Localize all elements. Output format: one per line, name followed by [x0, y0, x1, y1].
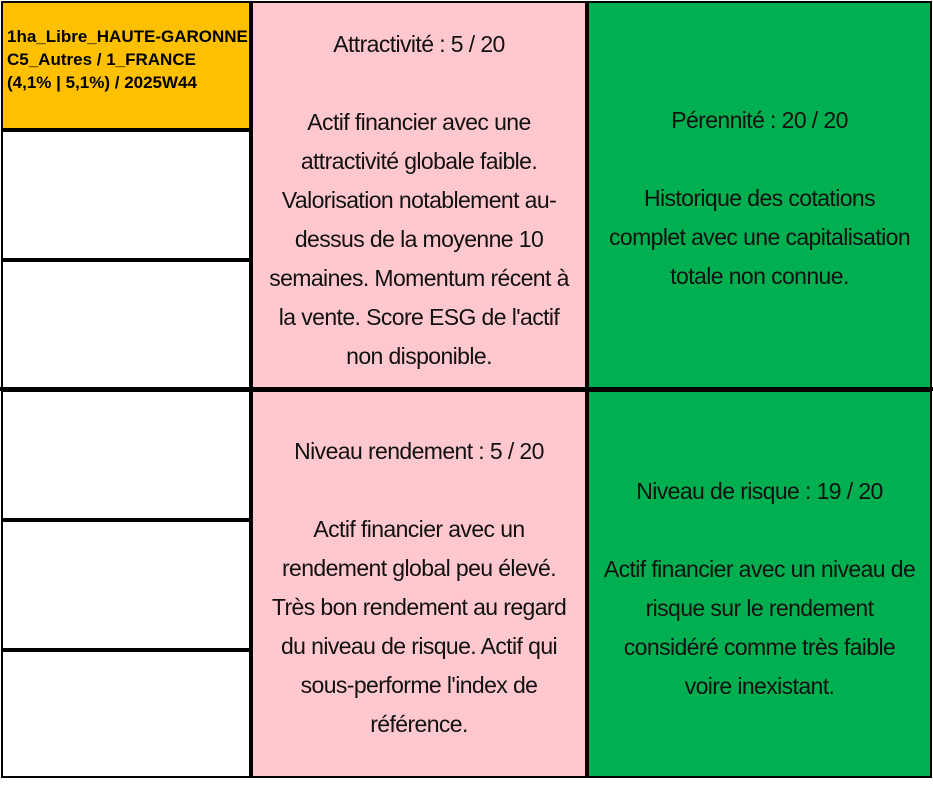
perennite-line: totale non connue.	[670, 263, 849, 289]
perennite-title: Pérennité : 20 / 20	[671, 107, 848, 133]
risque-title: Niveau de risque : 19 / 20	[636, 478, 883, 504]
rendement-line: référence.	[370, 711, 468, 737]
attractivite-title: Attractivité : 5 / 20	[333, 31, 505, 57]
attractivite-line: semaines. Momentum récent à	[269, 265, 569, 291]
empty-cell	[1, 390, 251, 520]
risque-box	[587, 390, 932, 778]
asset-category: C5_Autres / 1_FRANCE	[7, 50, 196, 69]
perennite-box	[587, 1, 932, 389]
risque-line: considéré comme très faible	[623, 634, 896, 660]
attractivite-line: non disponible.	[346, 343, 492, 369]
empty-cell	[1, 650, 251, 778]
rendement-line: rendement global peu élevé.	[281, 555, 557, 581]
rendement-text	[253, 432, 585, 744]
empty-cell	[1, 520, 251, 650]
rendement-line: Actif financier avec un	[313, 516, 525, 542]
attractivite-line: la vente. Score ESG de l'actif	[278, 304, 560, 330]
perennite-line: complet avec une capitalisation	[608, 224, 911, 250]
asset-header	[1, 1, 251, 130]
rendement-line: sous-performe l'index de	[300, 672, 538, 698]
perennite-line: Historique des cotations	[643, 185, 876, 211]
attractivite-line: dessus de la moyenne 10	[294, 226, 544, 252]
asset-period: (4,1% | 5,1%) / 2025W44	[7, 73, 197, 92]
rendement-box	[251, 390, 587, 778]
risque-line: Actif financier avec un niveau de	[603, 556, 916, 582]
risque-line: voire inexistant.	[684, 673, 835, 699]
empty-cell	[1, 260, 251, 389]
risque-line: risque sur le rendement	[645, 595, 874, 621]
attractivite-line: attractivité globale faible.	[300, 148, 538, 174]
attractivite-box	[251, 1, 587, 389]
rendement-line: du niveau de risque. Actif qui	[280, 633, 558, 659]
attractivite-line: Valorisation notablement au-	[281, 187, 557, 213]
attractivite-line: Actif financier avec une	[307, 109, 531, 135]
risque-text	[589, 472, 930, 706]
attractivite-text	[253, 25, 585, 376]
row-separator	[0, 387, 933, 391]
rendement-title: Niveau rendement : 5 / 20	[294, 438, 544, 464]
rendement-line: Très bon rendement au regard	[271, 594, 567, 620]
empty-cell	[1, 130, 251, 260]
asset-name: 1ha_Libre_HAUTE-GARONNE	[7, 27, 248, 46]
perennite-text	[589, 101, 930, 296]
